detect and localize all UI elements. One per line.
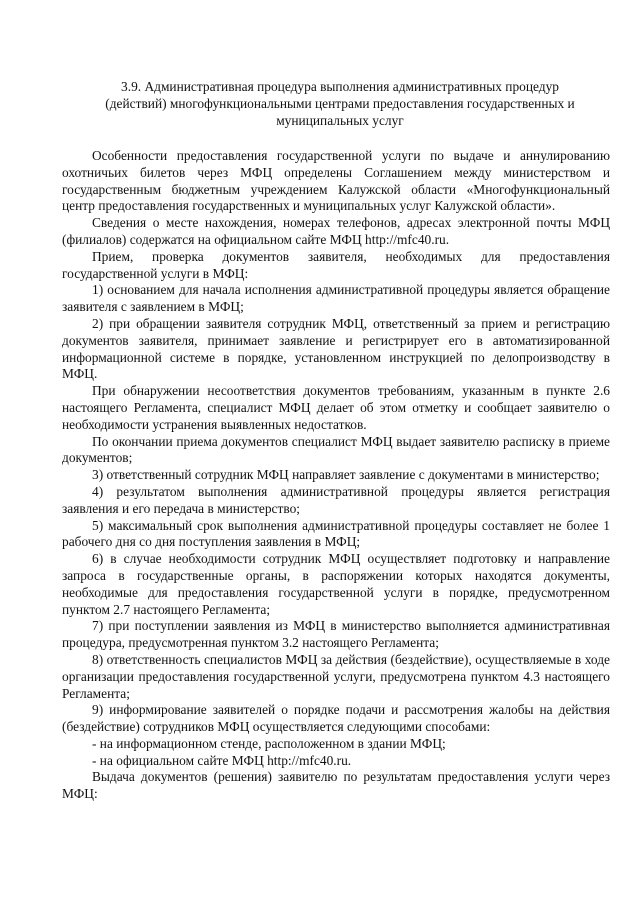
paragraph: По окончании приема документов специалист МФЦ выдает заявителю расписку в приеме документов; [62, 433, 610, 466]
list-item: 4) результатом выполнения административной процедуры является регистрация заявления и его передача в министерство; [62, 483, 610, 516]
list-item: 5) максимальный срок выполнения административной процедуры составляет не более 1 рабочего дня со дня поступления заявления в МФЦ; [62, 517, 610, 550]
section-heading-line-1: 3.9. Административная процедура выполнения административных процедур [121, 79, 559, 94]
list-item: 8) ответственность специалистов МФЦ за действия (бездействие), осуществляемые в ходе организации предоставления государственной услуги, предусмотрена пунктом 4.3 настоящего Регламента; [62, 651, 610, 701]
paragraph: Прием, проверка документов заявителя, необходимых для предоставления государственной услуги в МФЦ: [62, 248, 610, 281]
bullet-item: - на информационном стенде, расположенном в здании МФЦ; [92, 735, 446, 751]
section-heading-line-2: (действий) многофункциональными центрами предоставления государственных и [105, 96, 575, 111]
paragraph: Сведения о месте нахождения, номерах телефонов, адресах электронной почты МФЦ (филиалов) содержатся на официальном сайте МФЦ http://mfc40.ru. [62, 215, 610, 247]
bullet-item: - на официальном сайте МФЦ http://mfc40.ru. [92, 752, 352, 768]
paragraph: При обнаружении несоответствия документов требованиям, указанным в пункте 2.6 настоящего Регламента, специалист МФЦ делает об этом отметку и сообщает заявителю о необходимости устранения выявленных недостатков. [62, 383, 610, 432]
paragraph: Особенности предоставления государственной услуги по выдаче и аннулированию охотничьих билетов через МФЦ определены Соглашением между министерством и государственным бюджетным учреждением Калужской области «Многофункциональный центр предоставления государственных и муниципальных услуг Калужской области». [62, 148, 610, 214]
list-item: 7) при поступлении заявления из МФЦ в министерство выполняется административная процедура, предусмотренная пунктом 3.2 настоящего Регламента; [62, 618, 610, 651]
list-item: 9) информирование заявителей о порядке подачи и рассмотрения жалобы на действия (бездействие) сотрудников МФЦ осуществляется следующими способами: [62, 702, 610, 735]
list-item: 3) ответственный сотрудник МФЦ направляет заявление с документами в министерство; [92, 467, 600, 483]
list-item: 1) основанием для начала исполнения административной процедуры является обращение заявителя с заявлением в МФЦ; [62, 282, 610, 315]
document-body [62, 148, 610, 803]
section-heading [88, 78, 592, 129]
paragraph: Выдача документов (решения) заявителю по результатам предоставления услуги через МФЦ: [62, 769, 610, 802]
list-item: 6) в случае необходимости сотрудник МФЦ осуществляет подготовку и направление запроса в государственные органы, в распоряжении которых находятся документы, необходимые для предоставления государственной услуги в порядке, предусмотренном пунктом 2.7 настоящего Регламента; [62, 551, 610, 617]
list-item: 2) при обращении заявителя сотрудник МФЦ, ответственный за прием и регистрацию документов заявителя, принимает заявление и регистрирует его в автоматизированной информационной системе в порядке, установленном инструкцией по делопроизводству в МФЦ. [62, 315, 610, 382]
section-heading-line-3: муниципальных услуг [276, 113, 404, 128]
